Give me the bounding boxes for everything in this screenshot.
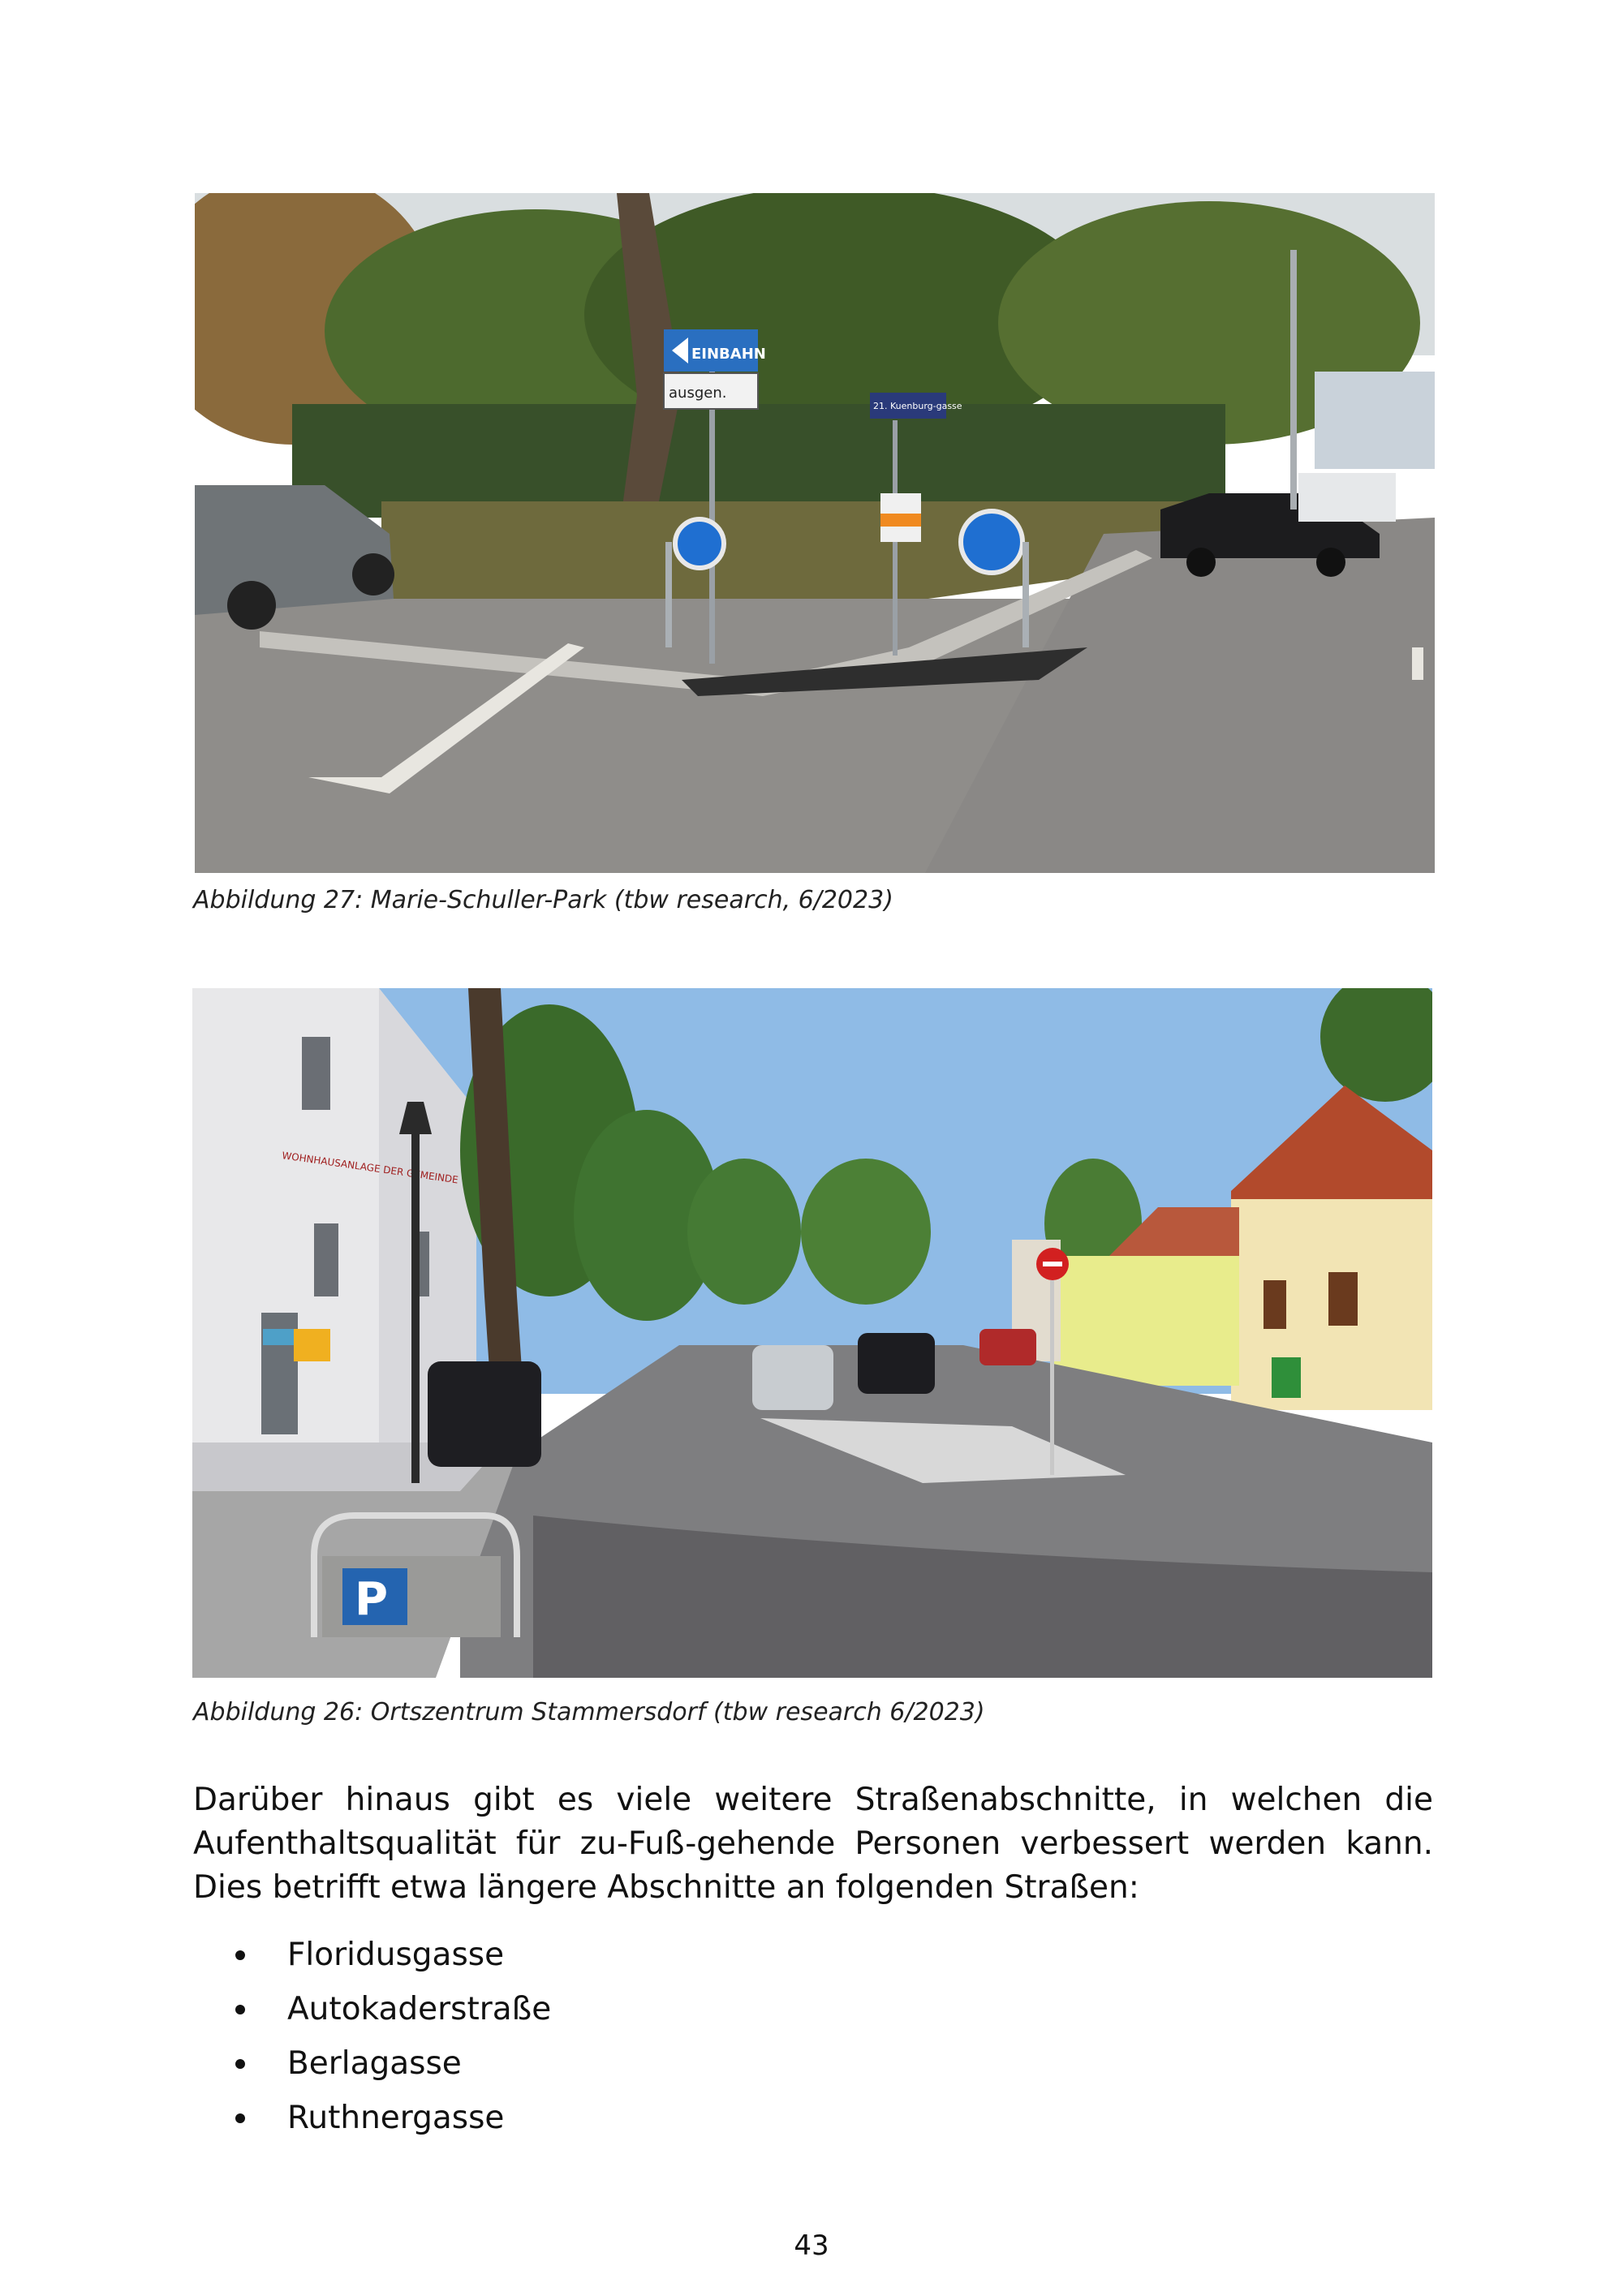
street-name: Floridusgasse bbox=[287, 1937, 505, 1973]
photo-ortszentrum-stammersdorf bbox=[192, 988, 1432, 1678]
figure-caption: Abbildung 26: Ortszentrum Stammersdorf (tbw research 6/2023) bbox=[193, 1698, 985, 1726]
street-name: Berlagasse bbox=[287, 2045, 462, 2082]
bullet-icon bbox=[235, 2113, 245, 2123]
street-sign-text: 21. Kuenburg-gasse bbox=[873, 401, 962, 411]
list-item bbox=[235, 2036, 551, 2091]
street-name: Ruthnergasse bbox=[287, 2100, 505, 2136]
list-item bbox=[235, 1982, 551, 2036]
street-photo-illustration bbox=[192, 988, 1432, 1678]
list-item bbox=[235, 1928, 551, 1982]
oneway-sign-text: EINBAHN bbox=[691, 346, 766, 363]
except-sign-text: ausgen. bbox=[669, 385, 727, 402]
parking-sign-letter: P bbox=[355, 1573, 389, 1626]
street-name: Autokaderstraße bbox=[287, 1991, 552, 2027]
bullet-icon bbox=[235, 1950, 245, 1960]
bullet-icon bbox=[235, 2005, 245, 2014]
street-list bbox=[235, 1928, 551, 2145]
wall-inscription: WOHNHAUSANLAGE DER GEMEINDE bbox=[281, 1150, 459, 1186]
page-number: 43 bbox=[794, 2229, 829, 2262]
figure-caption: Abbildung 27: Marie-Schuller-Park (tbw research, 6/2023) bbox=[193, 886, 893, 914]
bullet-icon bbox=[235, 2059, 245, 2069]
body-paragraph: Darüber hinaus gibt es viele weitere Straßenabschnitte, in welchen die Aufenthaltsqualität für zu-Fuß-gehende Personen verbessert werden kann. Dies betrifft etwa längere Abschnitte an folgenden Straßen: bbox=[193, 1782, 1433, 1906]
list-item bbox=[235, 2091, 551, 2145]
park-photo-illustration bbox=[195, 193, 1435, 873]
photo-marie-schuller-park bbox=[195, 193, 1435, 873]
